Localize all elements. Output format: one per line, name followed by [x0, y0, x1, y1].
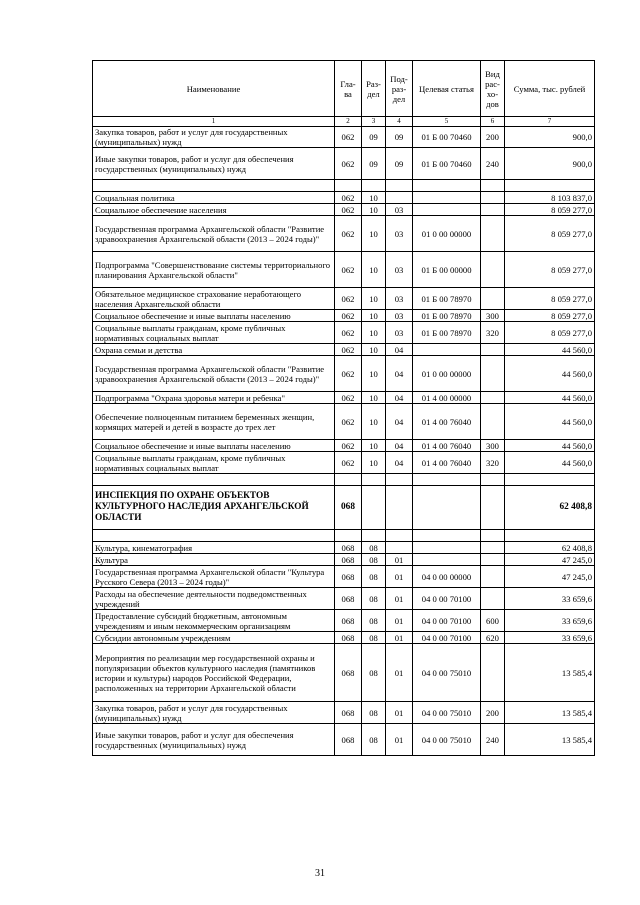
row-razdel [362, 530, 386, 542]
row-podrazdel: 03 [386, 252, 413, 288]
row-glava: 062 [335, 288, 362, 310]
row-vid [481, 288, 505, 310]
index-cell: 3 [362, 117, 386, 127]
header-sum: Сумма, тыс. рублей [505, 61, 595, 117]
row-razdel: 10 [362, 252, 386, 288]
row-razdel: 10 [362, 288, 386, 310]
row-sum: 62 408,8 [505, 486, 595, 530]
row-name: Государственная программа Архангельской области "Культура Русского Севера (2013 – 2024 годы)" [93, 566, 335, 588]
row-glava: 062 [335, 344, 362, 356]
row-razdel: 08 [362, 644, 386, 702]
table-row [93, 180, 595, 192]
row-glava: 062 [335, 392, 362, 404]
row-vid: 600 [481, 610, 505, 632]
row-sum: 13 585,4 [505, 724, 595, 756]
row-target: 04 0 00 75010 [413, 702, 481, 724]
row-podrazdel: 01 [386, 610, 413, 632]
row-sum: 44 560,0 [505, 452, 595, 474]
row-glava: 062 [335, 204, 362, 216]
row-glava: 068 [335, 486, 362, 530]
table-row [93, 216, 595, 252]
row-razdel: 10 [362, 322, 386, 344]
row-vid [481, 530, 505, 542]
table-row [93, 148, 595, 180]
row-glava [335, 180, 362, 192]
row-name: Закупка товаров, работ и услуг для государственных (муниципальных) нужд [93, 127, 335, 148]
table-row [93, 288, 595, 310]
row-glava: 068 [335, 644, 362, 702]
row-sum: 33 659,6 [505, 610, 595, 632]
row-target: 01 4 00 76040 [413, 440, 481, 452]
row-podrazdel: 01 [386, 566, 413, 588]
row-target: 01 0 00 00000 [413, 356, 481, 392]
row-target: 01 Б 00 70460 [413, 127, 481, 148]
row-name: Иные закупки товаров, работ и услуг для обеспечения государственных (муниципальных) нужд [93, 148, 335, 180]
row-sum: 33 659,6 [505, 632, 595, 644]
row-target [413, 530, 481, 542]
table-row [93, 404, 595, 440]
row-name: Подпрограмма "Совершенствование системы территориального планирования Архангельской области" [93, 252, 335, 288]
row-razdel: 08 [362, 724, 386, 756]
row-target: 04 0 00 70100 [413, 610, 481, 632]
table-row [93, 392, 595, 404]
row-vid [481, 216, 505, 252]
row-target [413, 554, 481, 566]
row-sum: 8 059 277,0 [505, 252, 595, 288]
row-razdel: 10 [362, 192, 386, 204]
row-sum: 8 059 277,0 [505, 322, 595, 344]
row-name: Социальное обеспечение и иные выплаты населению [93, 440, 335, 452]
row-glava [335, 474, 362, 486]
row-vid [481, 204, 505, 216]
row-glava: 068 [335, 632, 362, 644]
row-vid: 200 [481, 702, 505, 724]
row-razdel: 09 [362, 127, 386, 148]
row-razdel: 08 [362, 554, 386, 566]
row-sum: 44 560,0 [505, 344, 595, 356]
table-row [93, 452, 595, 474]
row-vid [481, 566, 505, 588]
row-vid: 200 [481, 127, 505, 148]
row-target [413, 204, 481, 216]
table-row [93, 554, 595, 566]
header-vid: Вид рас-хо-дов [481, 61, 505, 117]
table-row [93, 474, 595, 486]
row-target: 04 0 00 75010 [413, 724, 481, 756]
row-razdel [362, 486, 386, 530]
row-name: Закупка товаров, работ и услуг для государственных (муниципальных) нужд [93, 702, 335, 724]
row-glava: 068 [335, 702, 362, 724]
row-podrazdel: 03 [386, 204, 413, 216]
header-glava: Гла-ва [335, 61, 362, 117]
row-target [413, 542, 481, 554]
row-name: Мероприятия по реализации мер государственной охраны и популяризации объектов культурного наследия (памятников истории и культуры) народов Российской Федерации, расположенных на территории Архангельской области [93, 644, 335, 702]
row-vid: 300 [481, 440, 505, 452]
row-podrazdel: 01 [386, 644, 413, 702]
table-row [93, 610, 595, 632]
row-glava: 062 [335, 127, 362, 148]
row-sum: 900,0 [505, 148, 595, 180]
table-row [93, 702, 595, 724]
row-podrazdel [386, 486, 413, 530]
row-podrazdel: 01 [386, 588, 413, 610]
index-row [93, 117, 595, 127]
row-name: Подпрограмма "Охрана здоровья матери и ребенка" [93, 392, 335, 404]
row-razdel: 10 [362, 404, 386, 440]
row-podrazdel: 04 [386, 440, 413, 452]
table-row [93, 440, 595, 452]
row-razdel: 08 [362, 542, 386, 554]
row-glava [335, 530, 362, 542]
row-vid [481, 252, 505, 288]
row-sum: 47 245,0 [505, 554, 595, 566]
row-glava: 062 [335, 404, 362, 440]
row-name: Субсидии автономным учреждениям [93, 632, 335, 644]
row-glava: 068 [335, 588, 362, 610]
row-glava: 062 [335, 440, 362, 452]
row-razdel: 10 [362, 440, 386, 452]
row-target: 01 Б 00 00000 [413, 252, 481, 288]
row-podrazdel: 04 [386, 452, 413, 474]
table-row [93, 724, 595, 756]
row-sum: 8 059 277,0 [505, 216, 595, 252]
table-row [93, 588, 595, 610]
row-vid [481, 542, 505, 554]
row-vid [481, 404, 505, 440]
row-vid [481, 356, 505, 392]
row-podrazdel [386, 530, 413, 542]
row-podrazdel: 03 [386, 310, 413, 322]
index-cell: 4 [386, 117, 413, 127]
row-target [413, 192, 481, 204]
header-podrazdel: Под-раз-дел [386, 61, 413, 117]
row-glava: 062 [335, 310, 362, 322]
row-podrazdel: 03 [386, 216, 413, 252]
index-cell: 5 [413, 117, 481, 127]
table-row [93, 344, 595, 356]
table-row [93, 310, 595, 322]
row-sum: 33 659,6 [505, 588, 595, 610]
row-razdel: 10 [362, 452, 386, 474]
row-glava: 068 [335, 566, 362, 588]
row-target [413, 486, 481, 530]
row-razdel: 10 [362, 356, 386, 392]
row-podrazdel: 04 [386, 404, 413, 440]
row-podrazdel: 09 [386, 127, 413, 148]
row-podrazdel: 04 [386, 344, 413, 356]
row-name: Социальные выплаты гражданам, кроме публичных нормативных социальных выплат [93, 322, 335, 344]
table-body [93, 127, 595, 756]
row-vid: 240 [481, 148, 505, 180]
table-row [93, 252, 595, 288]
row-podrazdel [386, 474, 413, 486]
row-sum [505, 530, 595, 542]
row-target: 04 0 00 70100 [413, 632, 481, 644]
table-row [93, 632, 595, 644]
table-row [93, 542, 595, 554]
index-cell: 2 [335, 117, 362, 127]
table-row [93, 192, 595, 204]
row-vid: 300 [481, 310, 505, 322]
row-name: Обязательное медицинское страхование неработающего населения Архангельской области [93, 288, 335, 310]
row-glava: 062 [335, 322, 362, 344]
row-target [413, 344, 481, 356]
index-cell: 1 [93, 117, 335, 127]
row-podrazdel: 03 [386, 322, 413, 344]
row-vid [481, 644, 505, 702]
row-target: 01 Б 00 78970 [413, 322, 481, 344]
page-number: 31 [315, 868, 325, 879]
row-glava: 062 [335, 192, 362, 204]
row-target [413, 474, 481, 486]
row-target: 04 0 00 00000 [413, 566, 481, 588]
row-vid [481, 554, 505, 566]
row-vid [481, 344, 505, 356]
row-sum: 8 059 277,0 [505, 204, 595, 216]
row-razdel: 10 [362, 204, 386, 216]
table-row [93, 530, 595, 542]
row-name: Социальное обеспечение и иные выплаты населению [93, 310, 335, 322]
row-razdel: 08 [362, 588, 386, 610]
row-name: Государственная программа Архангельской области "Развитие здравоохранения Архангельской области (2013 – 2024 годы)" [93, 216, 335, 252]
row-target: 01 Б 00 78970 [413, 310, 481, 322]
row-glava: 068 [335, 724, 362, 756]
row-glava: 062 [335, 216, 362, 252]
header-razdel: Раз-дел [362, 61, 386, 117]
row-vid [481, 474, 505, 486]
row-name: ИНСПЕКЦИЯ ПО ОХРАНЕ ОБЪЕКТОВ КУЛЬТУРНОГО НАСЛЕДИЯ АРХАНГЕЛЬСКОЙ ОБЛАСТИ [93, 486, 335, 530]
row-glava: 062 [335, 148, 362, 180]
row-razdel: 10 [362, 392, 386, 404]
row-sum: 44 560,0 [505, 440, 595, 452]
row-sum: 8 059 277,0 [505, 310, 595, 322]
row-target: 01 Б 00 78970 [413, 288, 481, 310]
header-row [93, 61, 595, 117]
row-name: Иные закупки товаров, работ и услуг для обеспечения государственных (муниципальных) нужд [93, 724, 335, 756]
row-target: 01 4 00 76040 [413, 452, 481, 474]
row-sum: 44 560,0 [505, 356, 595, 392]
row-vid [481, 392, 505, 404]
row-target: 01 Б 00 70460 [413, 148, 481, 180]
row-razdel: 08 [362, 566, 386, 588]
row-sum: 44 560,0 [505, 392, 595, 404]
table-row [93, 322, 595, 344]
row-name: Социальные выплаты гражданам, кроме публичных нормативных социальных выплат [93, 452, 335, 474]
row-podrazdel: 03 [386, 288, 413, 310]
row-sum [505, 180, 595, 192]
table-row [93, 356, 595, 392]
row-razdel: 10 [362, 344, 386, 356]
row-target: 01 0 00 00000 [413, 216, 481, 252]
row-podrazdel: 01 [386, 632, 413, 644]
row-podrazdel: 04 [386, 392, 413, 404]
row-podrazdel: 09 [386, 148, 413, 180]
row-podrazdel: 01 [386, 554, 413, 566]
row-podrazdel: 01 [386, 724, 413, 756]
row-sum: 8 059 277,0 [505, 288, 595, 310]
table-row [93, 204, 595, 216]
row-sum: 8 103 837,0 [505, 192, 595, 204]
row-target [413, 180, 481, 192]
row-name: Культура [93, 554, 335, 566]
row-vid [481, 486, 505, 530]
row-sum: 47 245,0 [505, 566, 595, 588]
table-row [93, 486, 595, 530]
row-vid: 240 [481, 724, 505, 756]
row-glava: 068 [335, 554, 362, 566]
row-podrazdel [386, 192, 413, 204]
row-podrazdel [386, 180, 413, 192]
header-target: Целевая статья [413, 61, 481, 117]
row-razdel: 09 [362, 148, 386, 180]
table-row [93, 127, 595, 148]
row-vid [481, 588, 505, 610]
row-vid [481, 192, 505, 204]
row-razdel [362, 474, 386, 486]
row-sum: 13 585,4 [505, 702, 595, 724]
row-target: 04 0 00 70100 [413, 588, 481, 610]
header-name: Наименование [93, 61, 335, 117]
row-name: Культура, кинематография [93, 542, 335, 554]
row-podrazdel: 04 [386, 356, 413, 392]
row-vid [481, 180, 505, 192]
row-target: 01 4 00 00000 [413, 392, 481, 404]
row-name: Расходы на обеспечение деятельности подведомственных учреждений [93, 588, 335, 610]
index-cell: 6 [481, 117, 505, 127]
row-vid: 320 [481, 322, 505, 344]
row-name: Охрана семьи и детства [93, 344, 335, 356]
row-name [93, 180, 335, 192]
table-row [93, 566, 595, 588]
row-name: Социальная политика [93, 192, 335, 204]
row-glava: 062 [335, 356, 362, 392]
row-razdel: 10 [362, 216, 386, 252]
row-sum: 900,0 [505, 127, 595, 148]
row-glava: 062 [335, 252, 362, 288]
row-vid: 620 [481, 632, 505, 644]
row-glava: 068 [335, 610, 362, 632]
row-razdel: 08 [362, 702, 386, 724]
row-target: 04 0 00 75010 [413, 644, 481, 702]
budget-table [92, 60, 595, 756]
row-name: Государственная программа Архангельской области "Развитие здравоохранения Архангельской области (2013 – 2024 годы)" [93, 356, 335, 392]
row-razdel [362, 180, 386, 192]
row-podrazdel: 01 [386, 702, 413, 724]
row-name: Социальное обеспечение населения [93, 204, 335, 216]
row-vid: 320 [481, 452, 505, 474]
row-razdel: 08 [362, 632, 386, 644]
row-name: Предоставление субсидий бюджетным, автономным учреждениям и иным некоммерческим организациям [93, 610, 335, 632]
row-name [93, 530, 335, 542]
row-razdel: 08 [362, 610, 386, 632]
row-sum: 13 585,4 [505, 644, 595, 702]
row-razdel: 10 [362, 310, 386, 322]
row-podrazdel [386, 542, 413, 554]
row-sum: 62 408,8 [505, 542, 595, 554]
row-sum [505, 474, 595, 486]
row-target: 01 4 00 76040 [413, 404, 481, 440]
row-glava: 068 [335, 542, 362, 554]
row-name: Обеспечение полноценным питанием беременных женщин, кормящих матерей и детей в возрасте до трех лет [93, 404, 335, 440]
row-sum: 44 560,0 [505, 404, 595, 440]
row-name [93, 474, 335, 486]
index-cell: 7 [505, 117, 595, 127]
row-glava: 062 [335, 452, 362, 474]
table-row [93, 644, 595, 702]
